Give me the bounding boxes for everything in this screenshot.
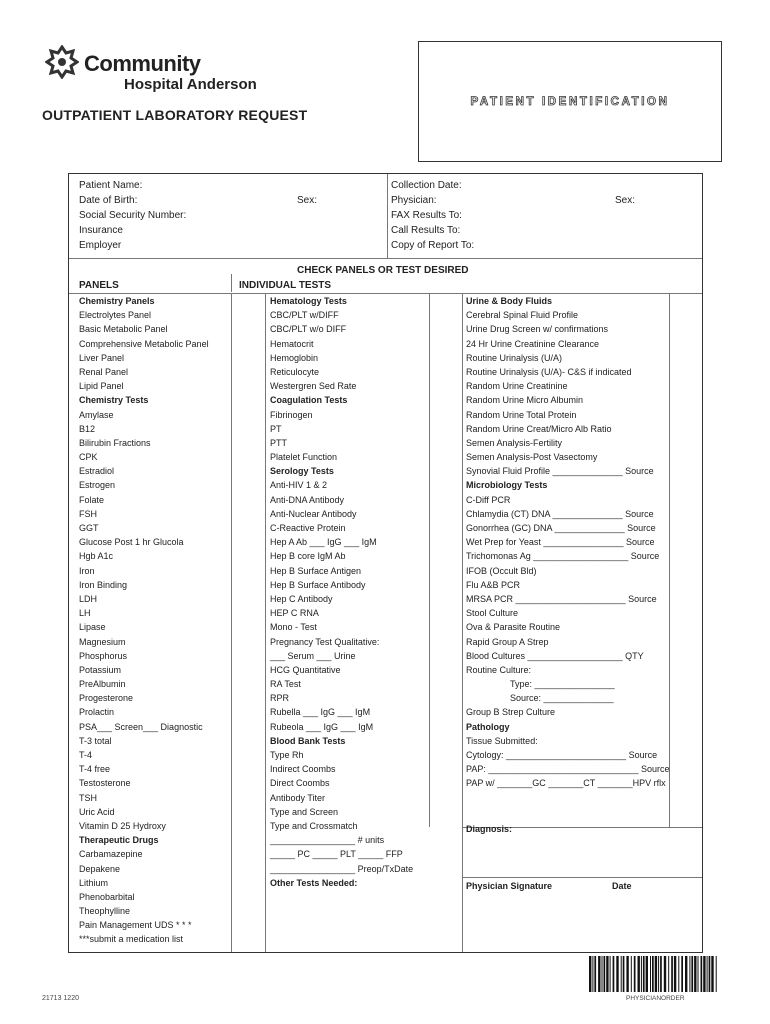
col-divider-1 xyxy=(231,293,232,952)
test-item[interactable]: Lithium xyxy=(79,877,109,888)
test-item[interactable]: Anti-Nuclear Antibody xyxy=(270,508,357,519)
test-item[interactable]: Random Urine Total Protein xyxy=(466,409,577,420)
test-item[interactable]: Basic Metabolic Panel xyxy=(79,324,168,335)
section-heading: Pathology xyxy=(466,721,510,732)
test-item[interactable]: Electrolytes Panel xyxy=(79,310,152,321)
test-item[interactable]: LH xyxy=(79,608,91,619)
test-item[interactable]: FSH xyxy=(79,508,97,519)
test-item[interactable]: Routine Urinalysis (U/A) xyxy=(466,352,563,363)
other-tests-label[interactable]: Other Tests Needed: xyxy=(270,877,358,888)
test-item[interactable]: Type Rh xyxy=(270,750,304,760)
test-item[interactable]: Mono - Test xyxy=(270,622,317,633)
test-subfield[interactable]: Source: ______________ xyxy=(510,693,614,704)
sex-field-right[interactable]: Sex: xyxy=(615,195,636,206)
collection-date-field[interactable]: Collection Date: xyxy=(391,180,462,191)
test-item[interactable]: Pregnancy Test Qualitative: xyxy=(270,636,380,647)
test-item[interactable]: Comprehensive Metabolic Panel xyxy=(79,338,209,349)
test-item[interactable]: Stool Culture xyxy=(466,608,519,619)
test-item[interactable]: Renal Panel xyxy=(79,366,129,377)
test-item[interactable]: Bilirubin Fractions xyxy=(79,437,151,448)
panels-header: PANELS xyxy=(79,280,119,291)
test-item[interactable]: Hematocrit xyxy=(270,338,314,349)
test-item-note: ***submit a medication list xyxy=(79,934,184,945)
test-item[interactable]: Type and Crossmatch xyxy=(270,820,358,831)
test-item[interactable]: CBC/PLT w/o DIFF xyxy=(270,324,347,335)
test-subfield[interactable]: Type: ________________ xyxy=(510,679,615,690)
test-item[interactable]: Random Urine Micro Albumin xyxy=(466,395,584,406)
test-item[interactable]: Amylase xyxy=(79,409,114,420)
test-item[interactable]: _________________ # units xyxy=(270,835,385,846)
patient-identification-label: PATIENT IDENTIFICATION xyxy=(470,96,670,108)
test-item[interactable]: Anti-HIV 1 & 2 xyxy=(270,480,328,491)
col-divider-4 xyxy=(462,293,463,952)
test-item[interactable]: CPK xyxy=(79,452,98,463)
barcode-icon xyxy=(589,956,719,994)
test-item[interactable]: Estrogen xyxy=(79,480,116,491)
test-item[interactable]: Folate xyxy=(79,494,105,505)
test-item[interactable]: Tissue Submitted: xyxy=(466,735,538,746)
test-item[interactable]: PT xyxy=(270,423,282,434)
test-item[interactable]: PreAlbumin xyxy=(79,679,126,690)
test-item[interactable]: MRSA PCR ______________________ Source xyxy=(466,593,657,604)
test-item[interactable]: Routine Urinalysis (U/A)- C&S if indicated xyxy=(466,366,632,377)
test-item[interactable]: Type and Screen xyxy=(270,806,339,817)
test-item[interactable]: HEP C RNA xyxy=(270,608,319,619)
test-item[interactable]: Flu A&B PCR xyxy=(466,579,521,590)
barcode-caption: PHYSICIANORDER xyxy=(626,995,685,1002)
test-item[interactable]: Westergren Sed Rate xyxy=(270,381,357,392)
test-item[interactable]: Rubeola ___ IgG ___ IgM xyxy=(270,721,374,732)
test-item[interactable]: Hep B core IgM Ab xyxy=(270,551,346,562)
dob-field[interactable]: Date of Birth: xyxy=(79,195,138,206)
test-item[interactable]: RPR xyxy=(270,693,290,704)
test-item[interactable]: Indirect Coombs xyxy=(270,764,336,775)
test-item[interactable]: Chlamydia (CT) DNA ______________ Source xyxy=(466,508,654,519)
section-heading: Urine & Body Fluids xyxy=(466,296,553,306)
diagnosis-label[interactable]: Diagnosis: xyxy=(466,824,513,834)
test-item[interactable]: PSA___ Screen___ Diagnostic xyxy=(79,721,203,732)
section-heading: Chemistry Tests xyxy=(79,395,149,406)
test-item[interactable]: RA Test xyxy=(270,679,301,690)
col-divider-2 xyxy=(265,293,266,952)
lab-request-form xyxy=(68,173,703,953)
test-item[interactable]: Trichomonas Ag ___________________ Source xyxy=(466,551,660,562)
brand-name: Community xyxy=(84,51,201,76)
date-label[interactable]: Date xyxy=(612,881,632,891)
test-item[interactable]: Cerebral Spinal Fluid Profile xyxy=(466,310,579,321)
test-item[interactable]: Rapid Group A Strep xyxy=(466,636,549,647)
test-item[interactable]: Urine Drug Screen w/ confirmations xyxy=(466,324,609,335)
test-item[interactable]: _________________ Preop/TxDate xyxy=(270,863,414,874)
test-item[interactable]: Vitamin D 25 Hydroxy xyxy=(79,820,166,831)
test-item[interactable]: PAP: ______________________________ Source xyxy=(466,764,670,775)
test-item[interactable]: C-Reactive Protein xyxy=(270,523,346,533)
test-item[interactable]: Hep A Ab ___ IgG ___ IgM xyxy=(270,537,377,548)
test-item[interactable]: Phosphorus xyxy=(79,650,128,661)
test-item[interactable]: Wet Prep for Yeast ________________ Source xyxy=(466,537,655,548)
test-item[interactable]: PAP w/ _______GC _______CT _______HPV rflx xyxy=(466,778,666,789)
test-item[interactable]: Theophylline xyxy=(79,906,131,917)
test-item[interactable]: Hemoglobin xyxy=(270,352,319,363)
test-item[interactable]: Hep B Surface Antigen xyxy=(270,565,362,576)
test-item[interactable]: T-3 total xyxy=(79,735,112,746)
patient-fields-left xyxy=(79,178,186,253)
ssn-field[interactable]: Social Security Number: xyxy=(79,210,187,221)
test-item[interactable]: IFOB (Occult Bld) xyxy=(466,565,537,576)
test-item[interactable]: Hep B Surface Antibody xyxy=(270,579,366,590)
section-heading: Therapeutic Drugs xyxy=(79,835,159,846)
fax-results-field[interactable]: FAX Results To: xyxy=(391,210,462,221)
urine-micro-list xyxy=(466,294,670,791)
brand-subname: Hospital Anderson xyxy=(124,76,257,93)
test-item[interactable]: Magnesium xyxy=(79,636,126,647)
insurance-field[interactable]: Insurance xyxy=(79,225,123,236)
test-item[interactable]: T-4 free xyxy=(79,764,111,775)
test-item[interactable]: TSH xyxy=(79,792,97,803)
test-item[interactable]: Direct Coombs xyxy=(270,778,330,789)
test-item[interactable]: B12 xyxy=(79,423,96,434)
test-item[interactable]: Estradiol xyxy=(79,466,115,477)
test-item[interactable]: Hep C Antibody xyxy=(270,593,333,604)
test-item[interactable]: Carbamazepine xyxy=(79,849,143,860)
individual-tests-header: INDIVIDUAL TESTS xyxy=(239,280,332,291)
test-item[interactable]: Routine Culture: xyxy=(466,664,532,675)
test-item[interactable]: Reticulocyte xyxy=(270,366,320,377)
test-item[interactable]: Phenobarbital xyxy=(79,891,135,902)
employer-field[interactable]: Employer xyxy=(79,240,122,251)
test-item[interactable]: 24 Hr Urine Creatinine Clearance xyxy=(466,338,600,349)
section-heading: Coagulation Tests xyxy=(270,395,348,406)
test-item[interactable]: Semen Analysis-Fertility xyxy=(466,437,563,448)
test-item[interactable]: Random Urine Creat/Micro Alb Ratio xyxy=(466,423,612,434)
test-item[interactable]: _____ PC _____ PLT _____ FFP xyxy=(270,849,403,860)
test-item[interactable]: Prolactin xyxy=(79,707,115,718)
section-heading: Hematology Tests xyxy=(270,296,347,306)
test-item[interactable]: Liver Panel xyxy=(79,352,125,363)
test-item[interactable]: Iron Binding xyxy=(79,579,128,590)
test-item[interactable]: Antibody Titer xyxy=(270,792,326,803)
test-item[interactable]: Pain Management UDS * * * xyxy=(79,920,192,931)
test-item[interactable]: Fibrinogen xyxy=(270,409,313,420)
section-heading: Serology Tests xyxy=(270,466,334,477)
test-item[interactable]: GGT xyxy=(79,523,99,533)
section-heading: Microbiology Tests xyxy=(466,480,548,491)
patient-fields-right xyxy=(391,178,474,253)
test-item[interactable]: Hgb A1c xyxy=(79,551,114,562)
test-item[interactable]: Iron xyxy=(79,565,95,576)
patient-name-field[interactable]: Patient Name: xyxy=(79,180,143,191)
test-item[interactable]: Platelet Function xyxy=(270,452,338,463)
physician-signature-label[interactable]: Physician Signature xyxy=(466,881,553,891)
test-item[interactable]: T-4 xyxy=(79,750,93,760)
section-heading: Blood Bank Tests xyxy=(270,735,346,746)
signature-top-line xyxy=(462,877,702,878)
sex-field-left[interactable]: Sex: xyxy=(297,195,318,206)
test-item[interactable]: Testosterone xyxy=(79,778,131,789)
check-panels-header: CHECK PANELS OR TEST DESIRED xyxy=(297,265,469,276)
test-item[interactable]: Lipase xyxy=(79,622,106,633)
call-results-field[interactable]: Call Results To: xyxy=(391,225,461,236)
test-item[interactable]: Glucose Post 1 hr Glucola xyxy=(79,537,184,548)
test-item[interactable]: HCG Quantitative xyxy=(270,664,341,675)
test-item[interactable]: Ova & Parasite Routine xyxy=(466,622,561,633)
page-title: OUTPATIENT LABORATORY REQUEST xyxy=(42,107,308,123)
test-item[interactable]: C-Diff PCR xyxy=(466,494,511,505)
test-item[interactable]: Semen Analysis-Post Vasectomy xyxy=(466,452,598,463)
test-item[interactable]: Progesterone xyxy=(79,693,134,704)
individual-tests-list xyxy=(270,294,413,890)
physician-field[interactable]: Physician: xyxy=(391,195,437,206)
test-item[interactable]: Potassium xyxy=(79,664,122,675)
test-item[interactable]: Depakene xyxy=(79,863,121,874)
form-code: 21713 1220 xyxy=(42,995,79,1002)
test-item[interactable]: Lipid Panel xyxy=(79,381,124,392)
community-logo-icon xyxy=(45,45,79,79)
test-item[interactable]: Blood Cultures ___________________ QTY xyxy=(466,650,644,661)
test-item[interactable]: Random Urine Creatinine xyxy=(466,381,568,392)
test-item[interactable]: Anti-DNA Antibody xyxy=(270,494,345,505)
test-item[interactable]: Cytology: ________________________ Source xyxy=(466,750,658,760)
section-heading: Chemistry Panels xyxy=(79,296,155,306)
test-item[interactable]: PTT xyxy=(270,437,287,448)
test-item[interactable]: ___ Serum ___ Urine xyxy=(270,650,356,661)
test-item[interactable]: LDH xyxy=(79,593,98,604)
test-item[interactable]: Rubella ___ IgG ___ IgM xyxy=(270,707,371,718)
copy-report-field[interactable]: Copy of Report To: xyxy=(391,240,475,251)
col-divider-3 xyxy=(429,293,430,827)
patient-identification-box xyxy=(418,41,722,162)
test-item[interactable]: Gonorrhea (GC) DNA ______________ Source xyxy=(466,523,656,533)
test-item[interactable]: Synovial Fluid Profile ______________ Source xyxy=(466,466,654,477)
test-item[interactable]: CBC/PLT w/DIFF xyxy=(270,310,339,321)
test-item[interactable]: Group B Strep Culture xyxy=(466,707,556,718)
panels-list xyxy=(79,294,209,947)
test-item[interactable]: Uric Acid xyxy=(79,806,115,817)
